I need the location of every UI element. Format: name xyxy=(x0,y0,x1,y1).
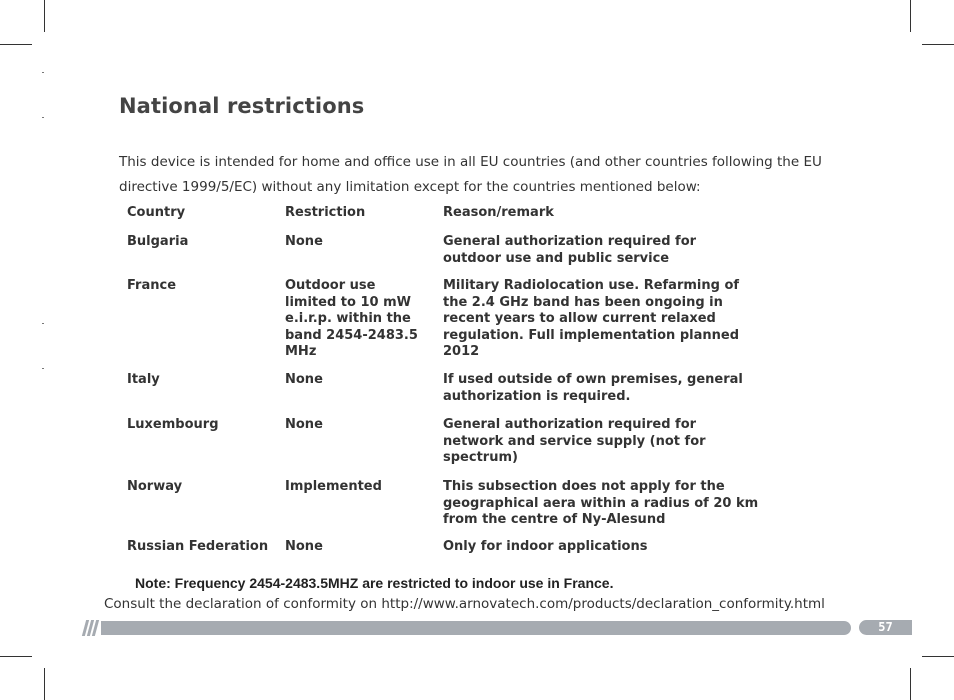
intro-paragraph: This device is intended for home and office use in all EU countries (and other countries following the EU directive 1999/5/EC) without any limitation except for the countries mentioned below: xyxy=(119,154,822,195)
page-number: 57 xyxy=(859,620,912,635)
reason-cell: This subsection does not apply for the geographical aera within a radius of 20 km from the centre of Ny-Alesund xyxy=(443,479,759,527)
country-cell: Norway xyxy=(127,479,183,494)
registration-dot xyxy=(42,323,44,324)
registration-dot xyxy=(42,72,44,73)
country-cell: Luxembourg xyxy=(127,417,219,432)
country-cell: Bulgaria xyxy=(127,234,189,249)
page-title: National restrictions xyxy=(119,94,365,118)
reason-cell: General authorization required for network and service supply (not for spectrum) xyxy=(443,417,706,465)
country-cell: France xyxy=(127,278,177,293)
restriction-cell: None xyxy=(285,372,323,387)
header-reason: Reason/remark xyxy=(443,205,554,220)
france-frequency-note: Note: Frequency 2454-2483.5MHZ are restricted to indoor use in France. xyxy=(135,575,614,591)
footer-bar xyxy=(101,621,851,635)
crop-mark xyxy=(44,0,45,32)
crop-mark xyxy=(910,668,911,700)
restriction-cell: None xyxy=(285,417,323,432)
reason-cell: Military Radiolocation use. Refarming of the 2.4 GHz band has been ongoing in recent years to allow current relaxed regulation. Full implementation planned 2012 xyxy=(443,278,740,359)
registration-dot xyxy=(42,368,44,369)
crop-mark xyxy=(0,44,32,45)
restriction-cell: None xyxy=(285,234,323,249)
restriction-cell: Outdoor use limited to 10 mW e.i.r.p. within the band 2454-2483.5 MHz xyxy=(285,278,418,359)
header-restriction: Restriction xyxy=(285,205,366,220)
country-cell: Russian Federation xyxy=(127,539,269,554)
reason-cell: Only for indoor applications xyxy=(443,539,648,554)
country-cell: Italy xyxy=(127,372,160,387)
crop-mark xyxy=(44,668,45,700)
restriction-cell: None xyxy=(285,539,323,554)
restriction-cell: Implemented xyxy=(285,479,382,494)
crop-mark xyxy=(922,44,954,45)
registration-dot xyxy=(42,117,44,118)
crop-mark xyxy=(910,0,911,32)
crop-mark xyxy=(922,656,954,657)
reason-cell: General authorization required for outdoor use and public service xyxy=(443,234,697,266)
header-country: Country xyxy=(127,205,186,220)
reason-cell: If used outside of own premises, general authorization is required. xyxy=(443,372,743,404)
crop-mark xyxy=(0,656,32,657)
conformity-declaration-text: Consult the declaration of conformity on http://www.arnovatech.com/products/declaration_conformity.html xyxy=(104,596,825,612)
